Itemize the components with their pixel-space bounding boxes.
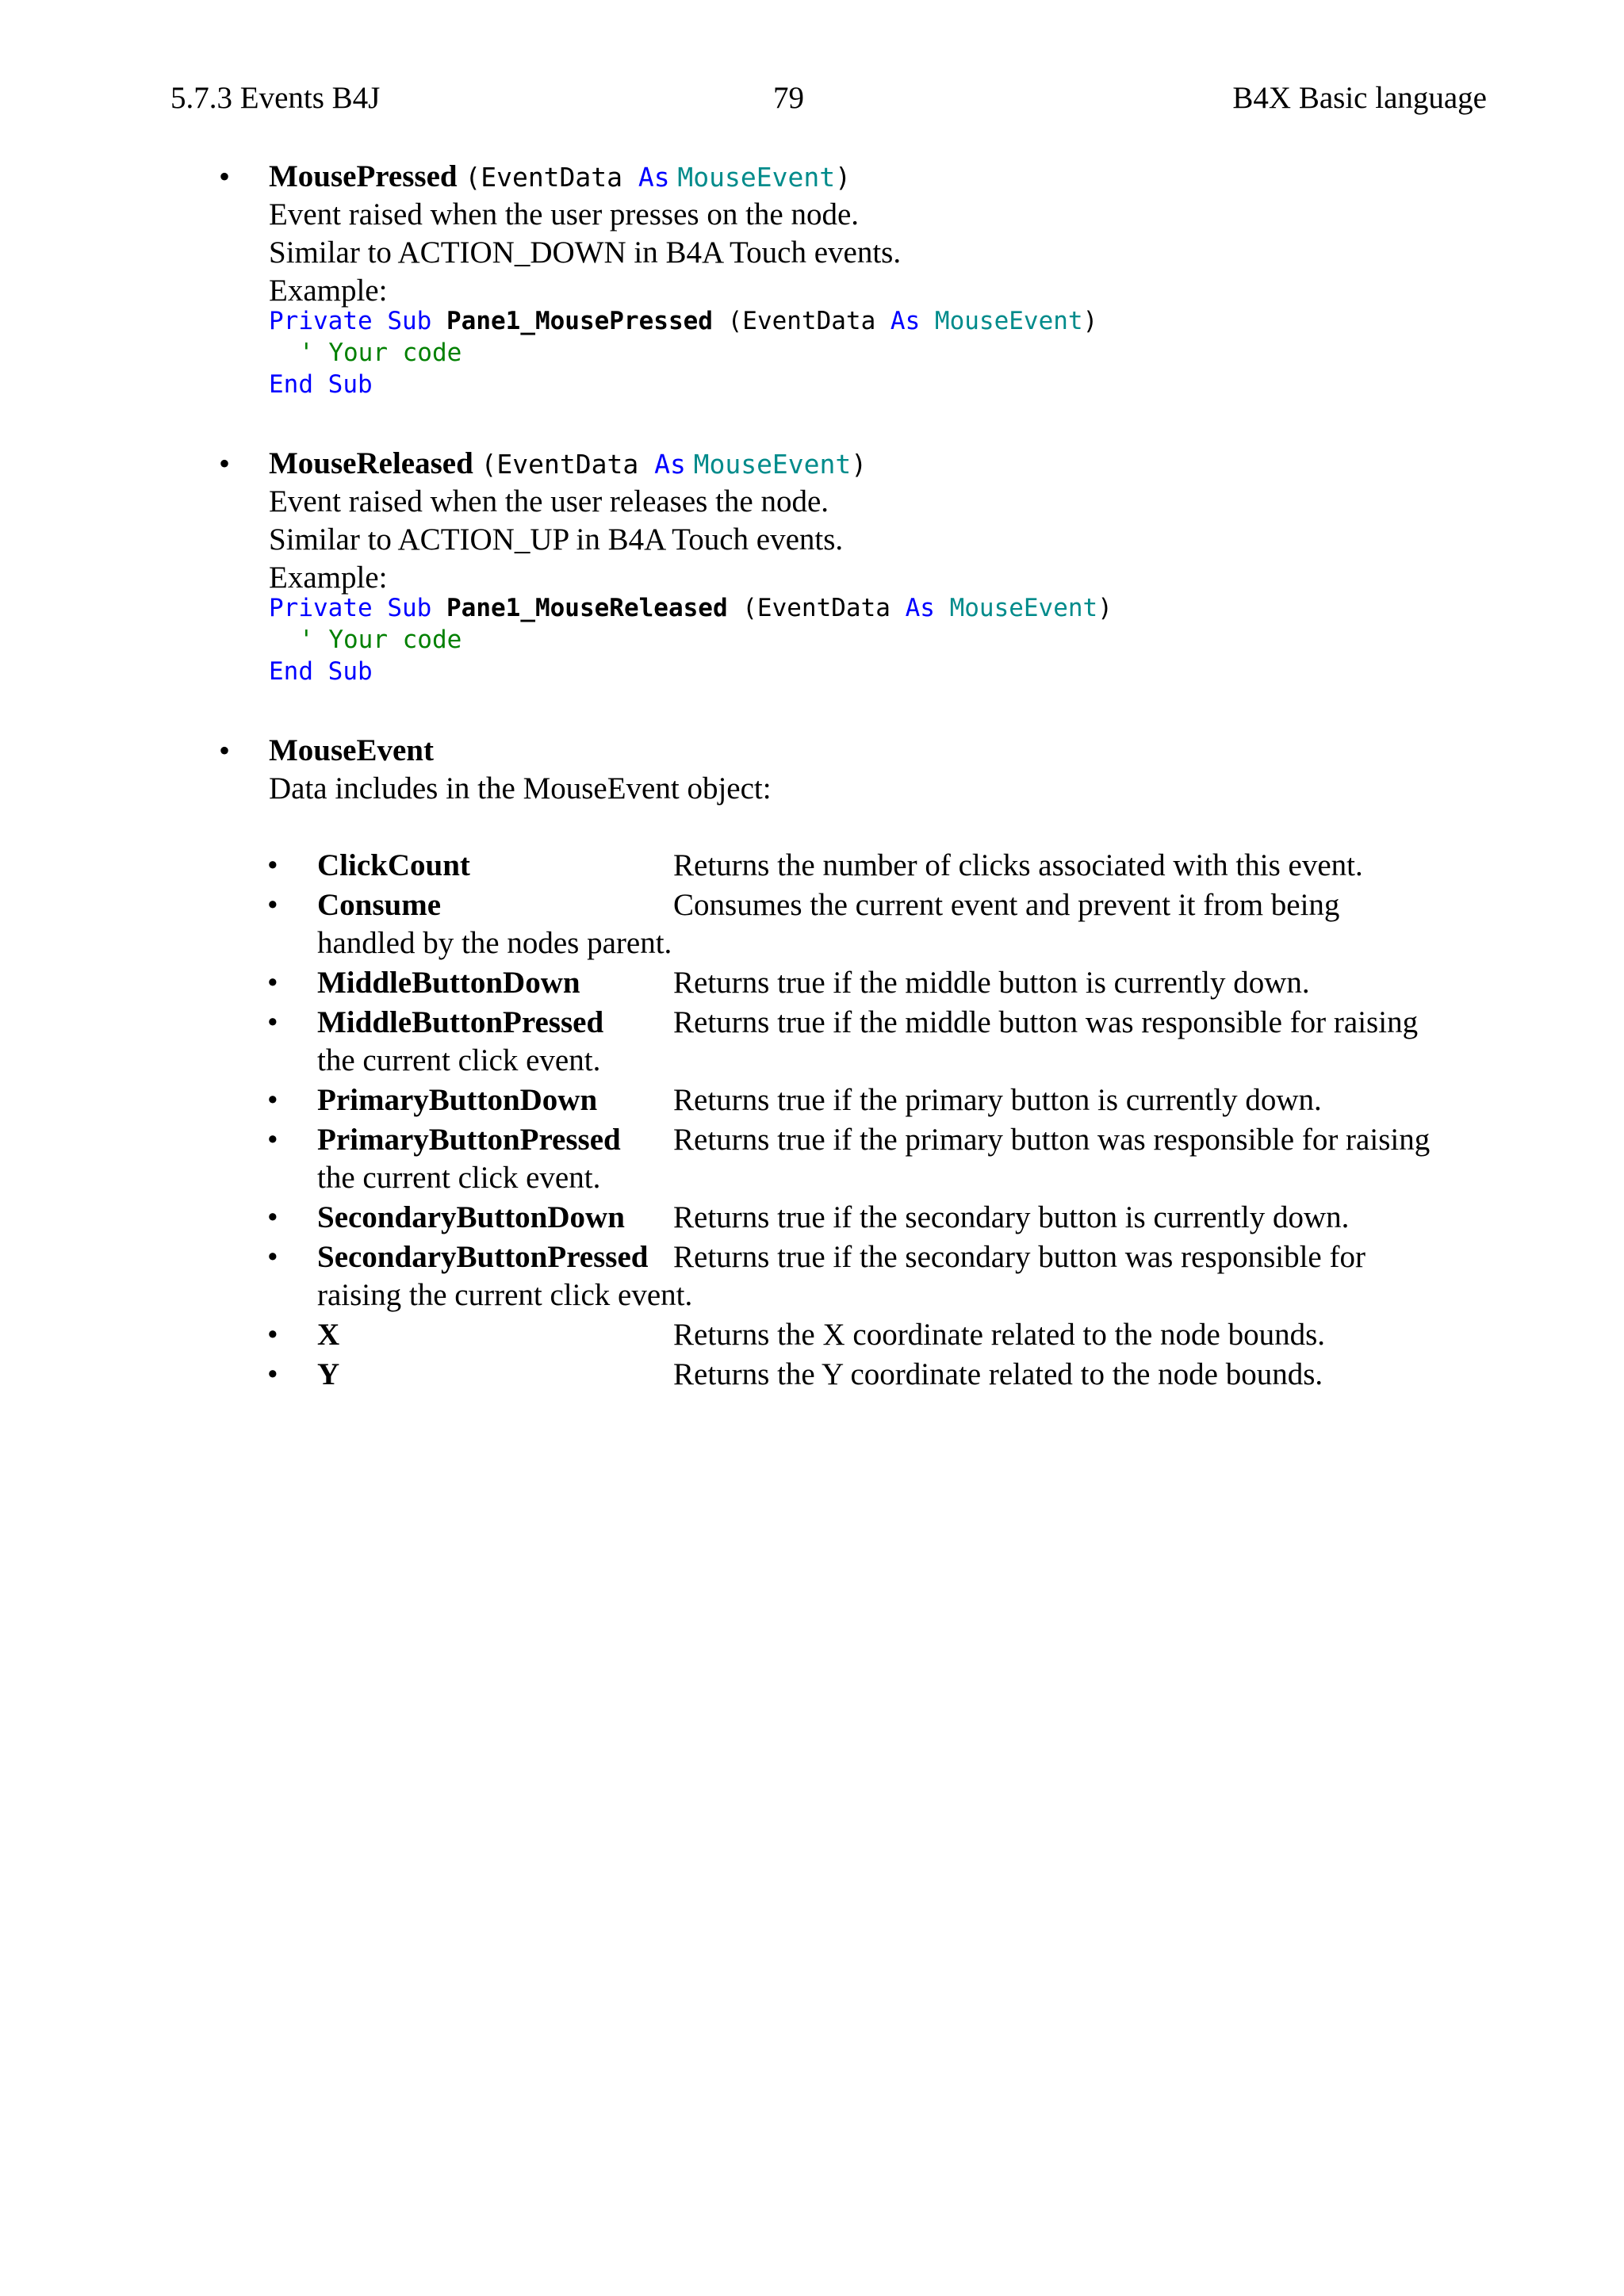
code-line-1 <box>269 592 1506 624</box>
header-page-number: 79 <box>773 81 804 115</box>
property-desc-continued: the current click event. <box>317 1043 601 1077</box>
list-bullet: • <box>267 1240 278 1274</box>
property-desc: Returns true if the middle button was responsible for raising <box>673 1005 1419 1039</box>
mouse-pressed-example-label: Example: <box>269 274 388 308</box>
list-bullet: • <box>267 966 278 1000</box>
list-bullet: • <box>267 1200 278 1234</box>
mouse-released-code <box>269 592 1506 687</box>
property-name: SecondaryButtonPressed <box>317 1240 649 1274</box>
code-close: ) <box>1097 594 1113 622</box>
property-name: ClickCount <box>317 848 470 882</box>
code-close: ) <box>1082 307 1098 335</box>
sig-close: ) <box>835 162 851 193</box>
list-bullet: • <box>267 1357 278 1391</box>
kw-as: As <box>890 307 921 335</box>
kw-private: Private <box>269 307 373 335</box>
property-desc: Returns the number of clicks associated with this event. <box>673 848 1363 882</box>
mouse-pressed-name: MousePressed <box>269 159 458 193</box>
code-line-3: End Sub <box>269 657 373 686</box>
property-name: MiddleButtonDown <box>317 966 580 1000</box>
list-bullet: • <box>267 1083 278 1117</box>
list-bullet: • <box>267 1005 278 1039</box>
mouse-released-desc1: Event raised when the user releases the node. <box>269 484 829 519</box>
property-desc: Consumes the current event and prevent it from being <box>673 888 1340 922</box>
code-args: (EventData <box>727 594 906 622</box>
list-bullet: • <box>267 1123 278 1157</box>
bullet-mouse-released: • <box>219 446 231 481</box>
code-type: MouseEvent <box>949 594 1098 622</box>
bullet-mouse-pressed: • <box>219 159 231 194</box>
code-line-2: ' Your code <box>299 626 462 654</box>
kw-sub: Sub <box>387 594 432 622</box>
property-desc: Returns true if the primary button was responsible for raising <box>673 1123 1431 1157</box>
property-desc: Returns true if the secondary button is currently down. <box>673 1200 1350 1234</box>
property-name: MiddleButtonPressed <box>317 1005 604 1039</box>
code-function-name: Pane1_MouseReleased <box>446 594 728 622</box>
list-bullet: • <box>267 848 278 882</box>
section-mouse-event <box>269 732 1506 808</box>
code-args: (EventData <box>712 307 891 335</box>
sig-close: ) <box>851 449 868 480</box>
property-desc: Returns the Y coordinate related to the node bounds. <box>673 1357 1323 1391</box>
code-function-name: Pane1_MousePressed <box>446 307 713 335</box>
sig-open: (EventData <box>465 162 638 193</box>
property-name: X <box>317 1318 340 1352</box>
mouse-pressed-code <box>269 305 1506 400</box>
list-bullet: • <box>267 888 278 922</box>
sig-type: MouseEvent <box>693 449 852 480</box>
property-desc: Returns the X coordinate related to the node bounds. <box>673 1318 1326 1352</box>
mouse-released-name: MouseReleased <box>269 446 473 480</box>
kw-as: As <box>905 594 935 622</box>
mouse-pressed-desc2: Similar to ACTION_DOWN in B4A Touch events. <box>269 235 902 270</box>
section-mouse-pressed <box>269 158 1506 400</box>
sig-type: MouseEvent <box>677 162 836 193</box>
property-desc-continued: handled by the nodes parent. <box>317 926 672 960</box>
property-name: Y <box>317 1357 340 1391</box>
sig-open: (EventData <box>481 449 655 480</box>
sig-as-keyword: As <box>654 449 686 480</box>
property-desc: Returns true if the secondary button was responsible for <box>673 1240 1365 1274</box>
sig-as-keyword: As <box>638 162 670 193</box>
header-section: 5.7.3 Events B4J <box>170 81 381 115</box>
mouse-event-desc: Data includes in the MouseEvent object: <box>269 771 772 806</box>
mouse-event-name: MouseEvent <box>269 733 434 767</box>
property-desc-continued: the current click event. <box>317 1161 601 1195</box>
kw-sub: Sub <box>387 307 432 335</box>
mouse-released-desc2: Similar to ACTION_UP in B4A Touch events. <box>269 522 844 557</box>
mouse-released-signature <box>269 445 1506 483</box>
header-book-title: B4X Basic language <box>1232 81 1487 115</box>
mouse-pressed-signature <box>269 158 1506 196</box>
property-desc-continued: raising the current click event. <box>317 1278 693 1312</box>
mouse-released-example-label: Example: <box>269 561 388 595</box>
kw-private: Private <box>269 594 373 622</box>
list-bullet: • <box>267 1318 278 1352</box>
code-line-1 <box>269 305 1506 337</box>
code-line-2: ' Your code <box>299 339 462 367</box>
bullet-mouse-event: • <box>219 733 231 768</box>
section-mouse-released <box>269 445 1506 687</box>
property-desc: Returns true if the middle button is currently down. <box>673 966 1310 1000</box>
code-type: MouseEvent <box>934 307 1083 335</box>
page-header <box>170 78 1487 119</box>
property-name: PrimaryButtonDown <box>317 1083 598 1117</box>
property-name: PrimaryButtonPressed <box>317 1123 621 1157</box>
property-name: Consume <box>317 888 442 922</box>
property-desc: Returns true if the primary button is currently down. <box>673 1083 1322 1117</box>
mouse-pressed-desc1: Event raised when the user presses on the node. <box>269 197 860 232</box>
property-name: SecondaryButtonDown <box>317 1200 625 1234</box>
code-line-3: End Sub <box>269 370 373 399</box>
